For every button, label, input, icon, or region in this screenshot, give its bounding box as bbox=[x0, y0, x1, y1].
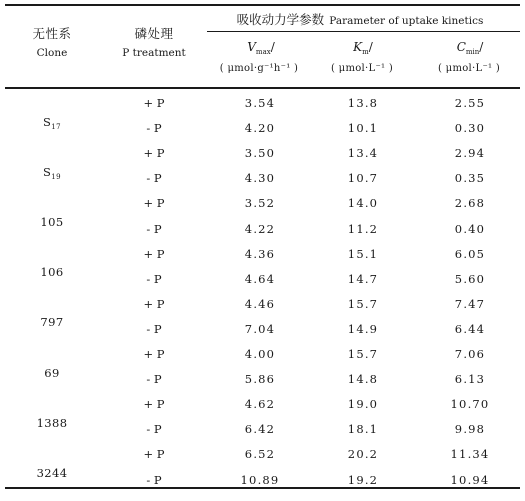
cell-km: 11.2 bbox=[347, 221, 379, 236]
cell-vmax: 5.86 bbox=[244, 372, 276, 387]
cmin-subscript: min bbox=[465, 48, 480, 56]
cell-km: 10.7 bbox=[347, 171, 379, 186]
bottom-rule bbox=[5, 487, 520, 489]
km-symbol: K bbox=[353, 40, 363, 54]
cell-cmin: 0.30 bbox=[454, 121, 486, 136]
cell-km: 10.1 bbox=[347, 121, 379, 136]
cell-cmin: 9.98 bbox=[454, 422, 486, 437]
cell-treatment: + P bbox=[143, 397, 165, 412]
cell-km: 15.7 bbox=[347, 347, 379, 361]
clone-header-en: Clone bbox=[36, 47, 68, 59]
cell-vmax: 4.64 bbox=[244, 271, 276, 286]
cmin-symbol: C bbox=[456, 40, 466, 54]
cell-vmax: 3.50 bbox=[244, 146, 276, 161]
cell-vmax: 3.52 bbox=[244, 196, 276, 211]
cell-treatment: - P bbox=[146, 171, 162, 186]
clone-name: S bbox=[43, 164, 52, 179]
cell-treatment: + P bbox=[143, 96, 165, 110]
vmax-unit: ( μmol·g⁻¹h⁻¹ ) bbox=[219, 63, 299, 74]
cell-treatment: + P bbox=[143, 447, 165, 462]
clone-name: 106 bbox=[40, 265, 64, 280]
cell-km: 13.8 bbox=[347, 96, 379, 110]
cell-cmin: 10.94 bbox=[450, 472, 490, 487]
km-header bbox=[353, 40, 373, 54]
cell-cmin: 0.35 bbox=[454, 171, 486, 186]
cell-cmin: 0.40 bbox=[454, 221, 486, 236]
cell-km: 14.9 bbox=[347, 321, 379, 336]
cell-km: 20.2 bbox=[347, 447, 379, 462]
cell-km: 14.0 bbox=[347, 196, 379, 211]
cell-treatment: - P bbox=[146, 472, 162, 487]
vmax-header bbox=[247, 40, 274, 54]
cell-vmax: 3.54 bbox=[244, 96, 276, 110]
cell-clone bbox=[37, 416, 68, 430]
clone-name: 105 bbox=[40, 214, 64, 229]
km-subscript: m bbox=[362, 48, 369, 56]
cell-vmax: 6.52 bbox=[244, 447, 276, 462]
vmax-slash: / bbox=[270, 40, 275, 54]
params-header bbox=[237, 9, 484, 28]
cell-treatment: - P bbox=[146, 321, 162, 336]
cell-cmin: 10.70 bbox=[450, 397, 490, 412]
top-rule bbox=[5, 4, 520, 6]
cell-treatment: + P bbox=[143, 196, 165, 211]
cell-vmax: 4.62 bbox=[244, 397, 276, 412]
ptreat-header-en: P treatment bbox=[122, 47, 186, 59]
cmin-header bbox=[457, 40, 484, 54]
cell-treatment: - P bbox=[146, 372, 162, 387]
cell-cmin: 7.47 bbox=[454, 296, 486, 311]
ptreat-header-zh: 磷处理 bbox=[134, 26, 174, 41]
clone-subscript: 19 bbox=[51, 172, 61, 181]
clone-name: S bbox=[43, 114, 52, 129]
cell-vmax: 4.30 bbox=[244, 171, 276, 186]
cell-vmax: 7.04 bbox=[244, 321, 276, 336]
cell-treatment: + P bbox=[143, 296, 165, 311]
cell-treatment: - P bbox=[146, 221, 162, 236]
km-slash: / bbox=[368, 40, 373, 54]
cell-vmax: 4.22 bbox=[244, 221, 276, 236]
header-bottom-rule bbox=[5, 87, 520, 89]
cell-cmin: 5.60 bbox=[454, 271, 486, 286]
cell-treatment: - P bbox=[146, 422, 162, 437]
cell-vmax: 4.20 bbox=[244, 121, 276, 136]
cell-cmin: 6.05 bbox=[454, 246, 486, 261]
cell-cmin: 7.06 bbox=[454, 347, 486, 361]
cell-clone bbox=[40, 215, 63, 229]
cell-km: 13.4 bbox=[347, 146, 379, 161]
cell-km: 14.8 bbox=[347, 372, 379, 387]
cell-vmax: 4.46 bbox=[244, 296, 276, 311]
params-header-en: Parameter of uptake kinetics bbox=[329, 15, 484, 27]
cell-clone bbox=[44, 366, 59, 380]
cell-clone bbox=[40, 265, 63, 279]
vmax-subscript: max bbox=[255, 48, 271, 56]
cell-clone bbox=[43, 115, 61, 129]
clone-name: 3244 bbox=[36, 465, 68, 480]
cell-treatment: - P bbox=[146, 271, 162, 286]
clone-name: 1388 bbox=[36, 415, 68, 430]
cell-vmax: 6.42 bbox=[244, 422, 276, 437]
params-rule bbox=[207, 31, 520, 32]
cell-km: 19.2 bbox=[347, 472, 379, 487]
km-unit: ( μmol·L⁻¹ ) bbox=[330, 63, 394, 74]
clone-name: 69 bbox=[44, 365, 60, 380]
cell-cmin: 2.94 bbox=[454, 146, 486, 161]
cmin-unit: ( μmol·L⁻¹ ) bbox=[437, 63, 501, 74]
cell-km: 14.7 bbox=[347, 271, 379, 286]
cell-cmin: 6.13 bbox=[454, 372, 486, 387]
cell-clone bbox=[40, 315, 63, 329]
cell-cmin: 2.55 bbox=[454, 96, 486, 110]
clone-subscript: 17 bbox=[51, 122, 61, 131]
cell-cmin: 2.68 bbox=[454, 196, 486, 211]
cell-km: 15.1 bbox=[347, 246, 379, 261]
cell-km: 19.0 bbox=[347, 397, 379, 412]
cell-vmax: 10.89 bbox=[240, 472, 280, 487]
cell-km: 18.1 bbox=[347, 422, 379, 437]
cell-clone bbox=[37, 466, 68, 480]
cell-clone bbox=[43, 165, 61, 179]
cell-treatment: + P bbox=[143, 146, 165, 161]
cell-treatment: + P bbox=[143, 347, 165, 361]
cell-treatment: + P bbox=[143, 246, 165, 261]
cell-treatment: - P bbox=[146, 121, 162, 136]
clone-name: 797 bbox=[40, 315, 64, 330]
cell-vmax: 4.36 bbox=[244, 246, 276, 261]
cell-vmax: 4.00 bbox=[244, 347, 276, 361]
cell-cmin: 6.44 bbox=[454, 321, 486, 336]
vmax-symbol: V bbox=[247, 40, 256, 54]
clone-header-zh: 无性系 bbox=[32, 26, 72, 41]
cmin-slash: / bbox=[479, 40, 484, 54]
cell-km: 15.7 bbox=[347, 296, 379, 311]
cell-cmin: 11.34 bbox=[450, 447, 490, 462]
params-header-zh: 吸收动力学参数 bbox=[236, 12, 325, 27]
